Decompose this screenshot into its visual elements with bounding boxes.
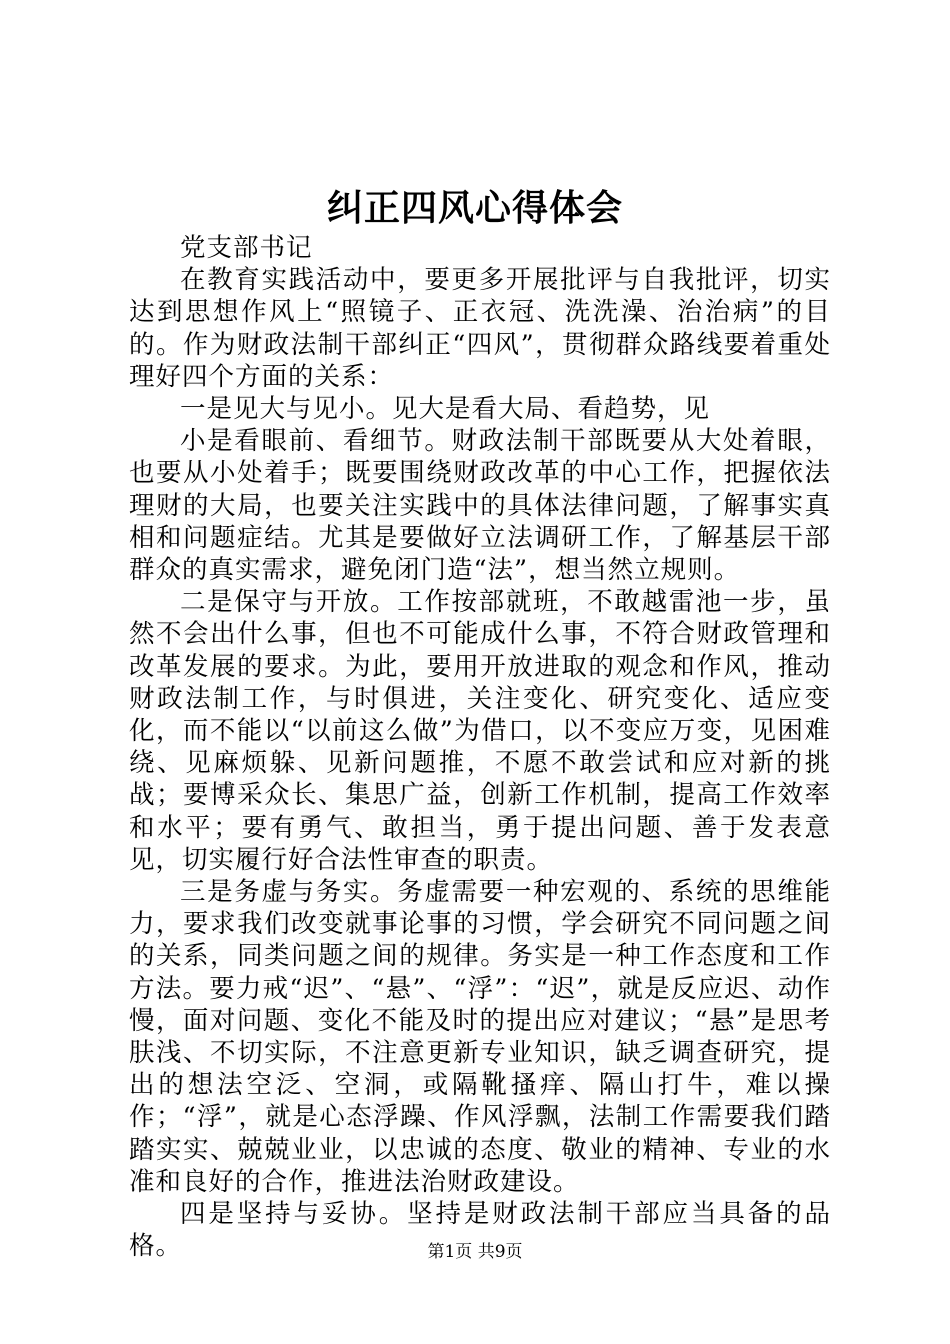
paragraph-intro: 在教育实践活动中，要更多开展批评与自我批评，切实达到思想作风上“照镜子、正衣冠、洗洗澡、治治病”的目的。作为财政法制干部纠正“四风”，贯彻群众路线要着重处理好四个方面的关系： [129, 265, 831, 392]
document-title: 纠正四风心得体会 [326, 187, 623, 229]
paragraph-point-three: 三是务虚与务实。务虚需要一种宏观的、系统的思维能力，要求我们改变就事论事的习惯，学会研究不同问题之间的关系，同类问题之间的规律。务实是一种工作态度和工作方法。要力戒“迟”、“悬”、“浮”：“迟”，就是反应迟、动作慢，面对问题、变化不能及时的提出应对建议；“悬”是思考肤浅、不切实际，不注意更新专业知识，缺乏调查研究，提出的想法空泛、空洞，或隔靴搔痒、隔山打牛，难以操作；“浮”，就是心态浮躁、作风浮飘，法制工作需要我们踏踏实实、兢兢业业，以忠诚的态度、敬业的精神、专业的水准和良好的合作，推进法治财政建设。 [129, 877, 831, 1197]
paragraph-point-one-heading: 一是见大与见小。见大是看大局、看趋势，见 [180, 394, 711, 425]
document-body [129, 232, 831, 1263]
paragraph-point-four: 四是坚持与妥协。坚持是财政法制干部应当具备的品格。 [129, 1199, 831, 1262]
paragraph-point-two: 二是保守与开放。工作按部就班，不敢越雷池一步，虽然不会出什么事，但也不可能成什么事，不符合财政管理和改革发展的要求。为此，要用开放进取的观念和作风，推动财政法制工作，与时俱进，关注变化、研究变化、适应变化，而不能以“以前这么做”为借口，以不变应万变，见困难绕、见麻烦躲、见新问题推，不愿不敢尝试和应对新的挑战；要博采众长、集思广益，创新工作机制，提高工作效率和水平；要有勇气、敢担当，勇于提出问题、善于发表意见，切实履行好合法性审查的职责。 [129, 587, 831, 875]
author-line: 党支部书记 [180, 233, 313, 263]
paragraph-point-one-body: 小是看眼前、看细节。财政法制干部既要从大处着眼，也要从小处着手；既要围绕财政改革的中心工作，把握依法理财的大局，也要关注实践中的具体法律问题，了解事实真相和问题症结。尤其是要做好立法调研工作，了解基层干部群众的真实需求，避免闭门造“法”，想当然立规则。 [129, 426, 831, 586]
page-footer: 第1页 共9页 [427, 1242, 523, 1262]
